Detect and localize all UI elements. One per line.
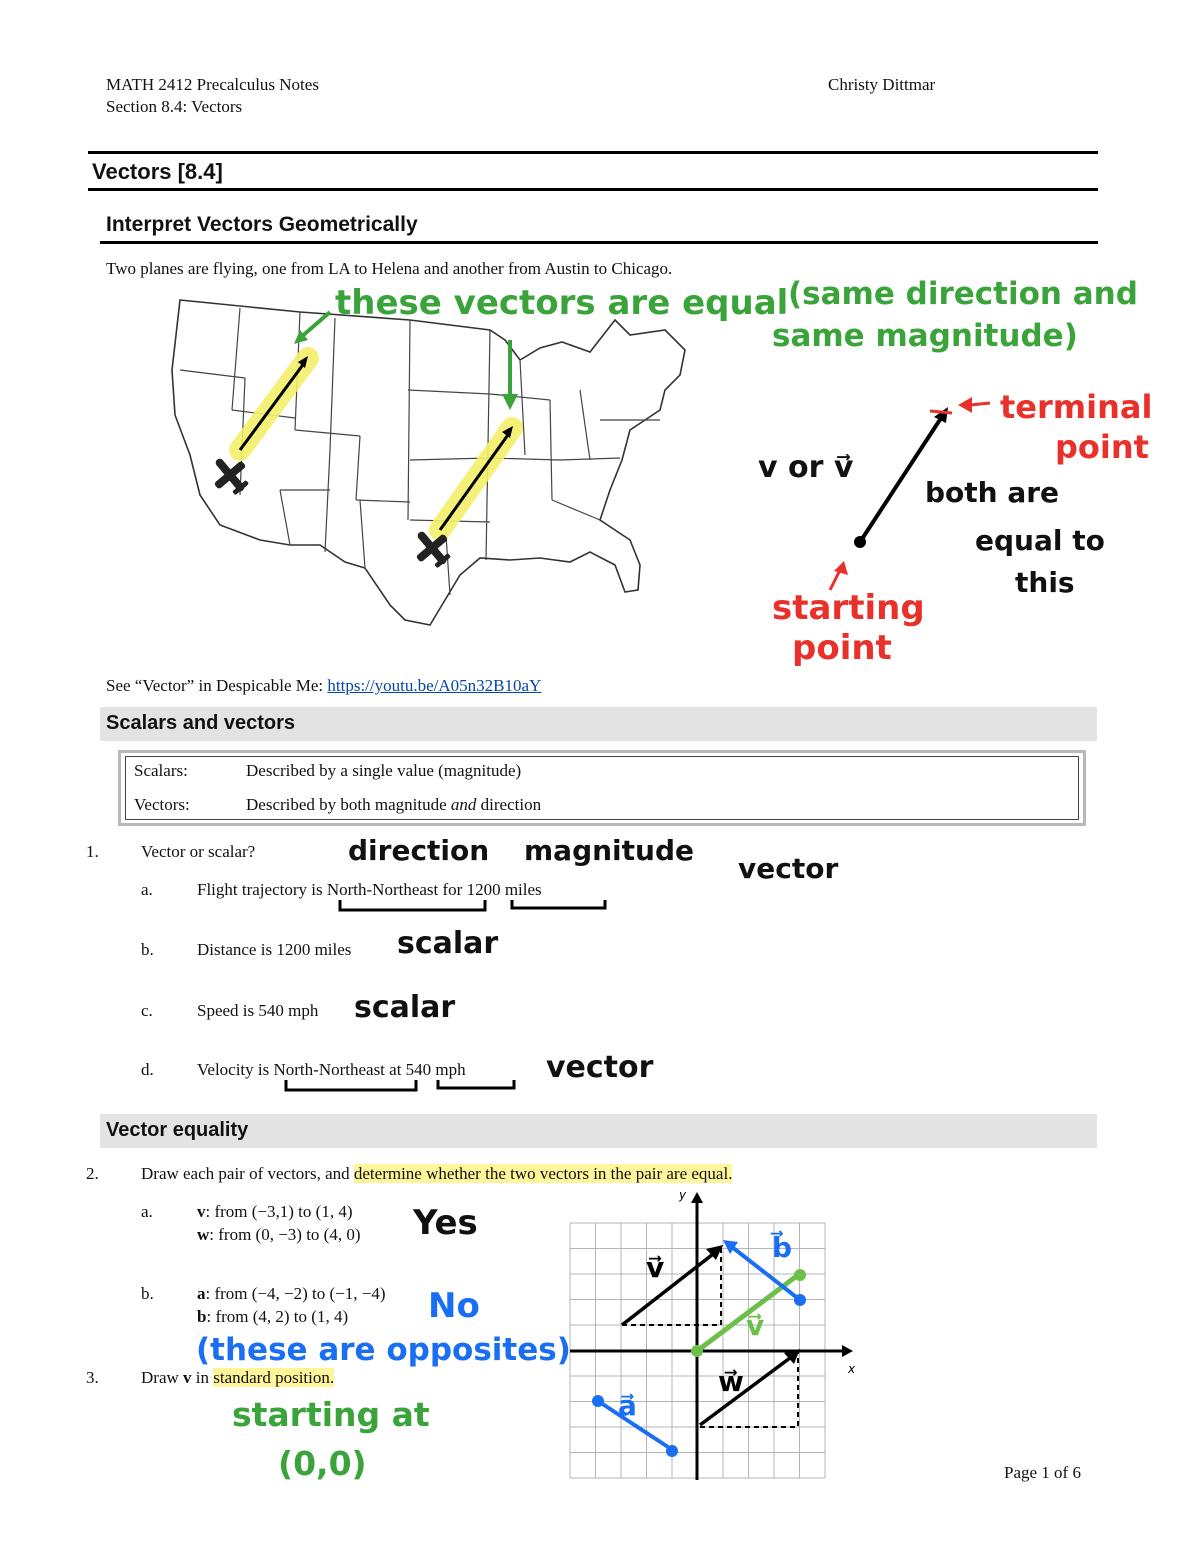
q2a-letter: a. xyxy=(141,1202,153,1221)
subtitle: Interpret Vectors Geometrically xyxy=(106,213,418,236)
coordinate-graph xyxy=(560,1185,860,1485)
vector-w xyxy=(700,1355,794,1425)
a-label: a⃗ xyxy=(618,1389,637,1422)
section-title: Section 8.4: Vectors xyxy=(106,97,243,116)
q2a-line1: v: from (−3,1) to (1, 4) xyxy=(197,1202,353,1221)
q2b-letter: b. xyxy=(141,1284,154,1303)
both-are-label: both are xyxy=(925,476,1060,509)
v-label: v⃗ xyxy=(646,1251,665,1284)
annotation-same-direction: (same direction and xyxy=(788,276,1138,312)
vectors-def: Described by both magnitude and direction xyxy=(246,795,542,814)
hw-direction: direction xyxy=(348,834,490,867)
b-label: b⃗ xyxy=(772,1231,793,1264)
x-axis-label: x xyxy=(848,1362,856,1376)
q2a-line2: w: from (0, −3) to (4, 0) xyxy=(197,1225,361,1244)
us-map-outline xyxy=(172,300,685,625)
starting-label: starting xyxy=(772,588,925,628)
q3-prompt: Draw v in standard position. xyxy=(141,1368,335,1387)
equality-section-header: Vector equality xyxy=(100,1114,1097,1148)
us-map-figure xyxy=(160,290,700,640)
q1d-letter: d. xyxy=(141,1060,154,1079)
page-number: Page 1 of 6 xyxy=(1004,1463,1081,1482)
subtitle-rule xyxy=(100,241,1098,244)
this-label: this xyxy=(1015,566,1075,599)
q1a-brackets xyxy=(330,892,620,922)
vector-notation: v or v⃗ xyxy=(758,450,854,485)
q1a-text: Flight trajectory is North-Northeast for 1200 miles xyxy=(197,880,542,899)
despicable-text: See “Vector” in Despicable Me: xyxy=(106,676,328,695)
q3-hw-origin: (0,0) xyxy=(278,1444,367,1483)
vector-v xyxy=(622,1251,717,1325)
q2b-answer: No xyxy=(428,1286,480,1326)
scalars-def: Described by a single value (magnitude) xyxy=(246,761,522,780)
despicable-line xyxy=(106,676,541,696)
title-rule-bottom xyxy=(88,188,1098,191)
q3-number: 3. xyxy=(86,1368,99,1387)
w-label: w⃗ xyxy=(718,1365,744,1398)
q1c-text: Speed is 540 mph xyxy=(197,1001,319,1020)
q2-number: 2. xyxy=(86,1164,99,1183)
course-title: MATH 2412 Precalculus Notes xyxy=(106,75,319,94)
scalars-section-header: Scalars and vectors xyxy=(100,707,1097,741)
despicable-link[interactable]: https://youtu.be/A05n32B10aY xyxy=(327,676,542,695)
q1b-text: Distance is 1200 miles xyxy=(197,940,352,959)
q3-hw-starting: starting at xyxy=(232,1395,430,1434)
hw-magnitude: magnitude xyxy=(524,834,694,867)
scalars-term: Scalars: xyxy=(134,761,188,780)
q1d-answer: vector xyxy=(546,1050,654,1085)
author-name: Christy Dittmar xyxy=(828,75,936,94)
q2-prompt: Draw each pair of vectors, and determine whether the two vectors in the pair are equal. xyxy=(141,1164,733,1183)
hw-vector: vector xyxy=(738,852,839,885)
q2b-line2: b: from (4, 2) to (1, 4) xyxy=(197,1307,349,1326)
q1-prompt: Vector or scalar? xyxy=(141,842,256,861)
q1d-brackets xyxy=(278,1072,528,1102)
q1c-letter: c. xyxy=(141,1001,153,1020)
intro-text: Two planes are flying, one from LA to Helena and another from Austin to Chicago. xyxy=(106,259,673,278)
vectors-term: Vectors: xyxy=(134,795,190,814)
page-title: Vectors [8.4] xyxy=(92,159,223,184)
q1b-answer: scalar xyxy=(397,926,499,961)
equal-to-label: equal to xyxy=(975,524,1105,557)
q1b-letter: b. xyxy=(141,940,154,959)
q2b-line1: a: from (−4, −2) to (−1, −4) xyxy=(197,1284,386,1303)
q1a-letter: a. xyxy=(141,880,153,899)
terminal-label-2: point xyxy=(1055,428,1149,466)
q1-number: 1. xyxy=(86,842,99,861)
q2b-answer-note: (these are opposites) xyxy=(196,1332,571,1368)
v-standard-label: v⃗ xyxy=(746,1309,765,1342)
starting-label-2: point xyxy=(792,628,892,668)
y-axis-label: y xyxy=(679,1188,687,1202)
q1c-answer: scalar xyxy=(354,990,456,1025)
annotation-same-magnitude: same magnitude) xyxy=(772,318,1078,354)
q1d-text: Velocity is North-Northeast at 540 mph xyxy=(197,1060,466,1079)
annotation-equal: these vectors are equal xyxy=(335,283,789,323)
terminal-label: terminal xyxy=(1000,388,1153,426)
title-rule-top xyxy=(88,151,1098,154)
q2a-answer: Yes xyxy=(413,1203,478,1243)
